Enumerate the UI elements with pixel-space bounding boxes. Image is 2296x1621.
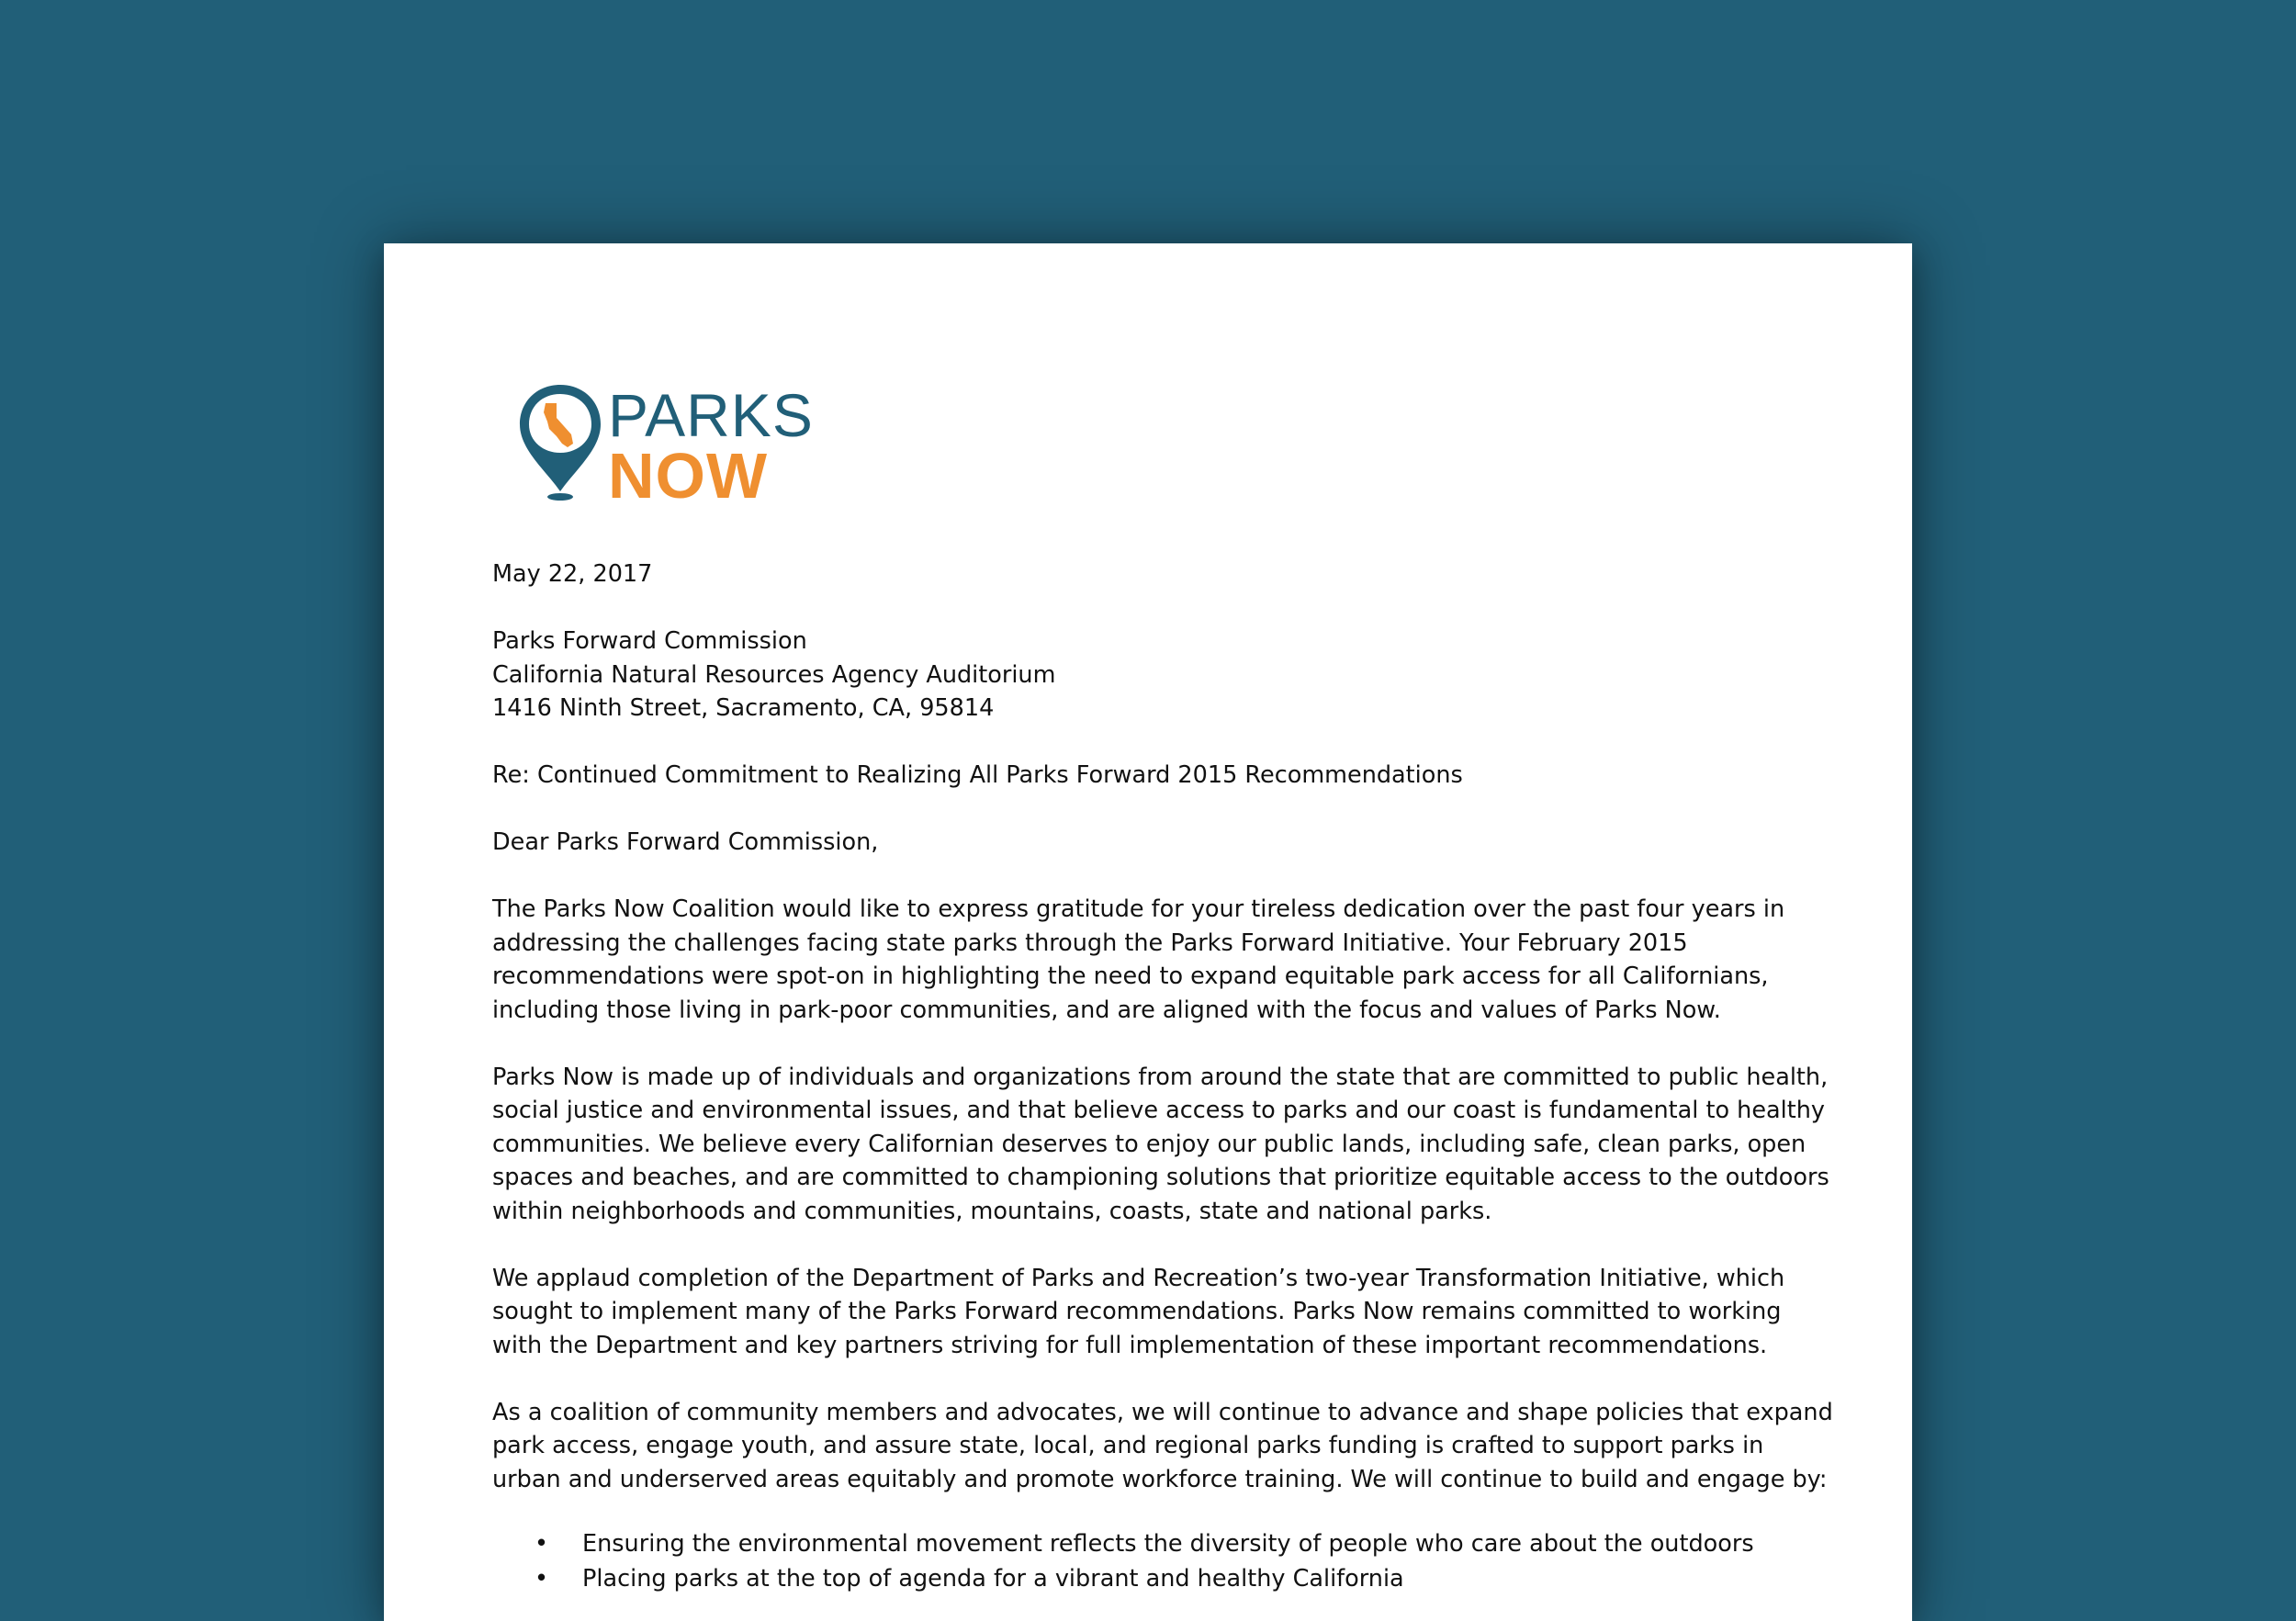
letter-page: [384, 243, 1912, 1621]
letter-date: May 22, 2017: [492, 560, 653, 588]
recipient-line-1: Parks Forward Commission: [492, 627, 807, 655]
body-paragraph-2: Parks Now is made up of individuals and organizations from around the state that are committed to public health, social justice and environmental issues, and that believe access to parks and our coast is fundamental to healthy communities. We believe every Californian deserves to enjoy our public lands, including safe, clean parks, open spaces and beaches, and are committed to championing solutions that prioritize equitable access to the outdoors within neighborhoods and communities, mountains, coasts, state and national parks.: [492, 1063, 1829, 1225]
letter-subject: Re: Continued Commitment to Realizing All Parks Forward 2015 Recommendations: [492, 761, 1463, 789]
logo-wordmark-now: NOW: [608, 440, 769, 512]
letter-salutation: Dear Parks Forward Commission,: [492, 828, 879, 856]
bullet-text: Placing parks at the top of agenda for a vibrant and healthy California: [582, 1564, 1404, 1593]
letter-body: [492, 557, 1833, 1596]
map-pin-california-icon: [514, 379, 606, 508]
body-paragraph-4: As a coalition of community members and advocates, we will continue to advance and shape policies that expand park access, engage youth, and assure state, local, and regional parks funding is crafted to support parks in urban and underserved areas equitably and promote workforce training. We will continue to build and engage by:: [492, 1398, 1833, 1493]
recipient-line-2: California Natural Resources Agency Auditorium: [492, 660, 1056, 689]
bullet-icon: •: [535, 1529, 549, 1558]
bullet-text: Ensuring the environmental movement reflects the diversity of people who care about the outdoors: [582, 1529, 1754, 1558]
bullet-icon: •: [535, 1564, 549, 1593]
parks-now-logo: [514, 379, 814, 512]
engagement-bullet-list: [492, 1526, 1833, 1596]
logo-wordmark-parks: PARKS: [608, 381, 814, 449]
body-paragraph-3: We applaud completion of the Department of Parks and Recreation’s two-year Transformation Initiative, which sought to implement many of the Parks Forward recommendations. Parks Now remains committed to working with the Department and key partners striving for full implementation of these important recommendations.: [492, 1264, 1785, 1359]
list-item: [492, 1561, 1833, 1596]
body-paragraph-1: The Parks Now Coalition would like to express gratitude for your tireless dedication over the past four years in addressing the challenges facing state parks through the Parks Forward Initiative. Your February 2015 recommendations were spot-on in highlighting the need to expand equitable park access for all Californians, including those living in park-poor communities, and are aligned with the focus and values of Parks Now.: [492, 895, 1785, 1024]
recipient-address: [492, 625, 1833, 726]
recipient-line-3: 1416 Ninth Street, Sacramento, CA, 95814: [492, 694, 995, 722]
list-item: [492, 1526, 1833, 1561]
